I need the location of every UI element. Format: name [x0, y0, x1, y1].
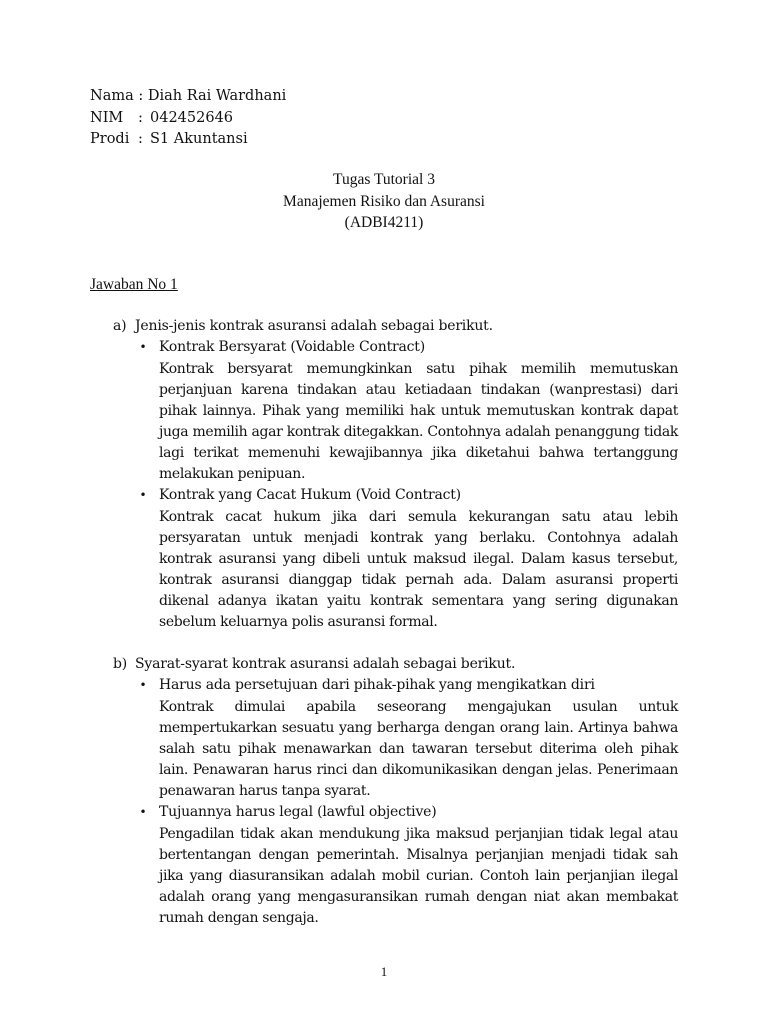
section-a-marker: a)	[113, 318, 127, 334]
name-value: Diah Rai Wardhani	[147, 88, 287, 104]
identity-name-row	[90, 86, 286, 108]
answer-heading: Jawaban No 1	[90, 276, 178, 293]
page-number: 1	[380, 964, 388, 979]
name-separator: :	[138, 88, 144, 104]
item-heading: Kontrak Bersyarat (Voidable Contract)	[159, 339, 425, 355]
identity-nim-row	[90, 108, 286, 130]
section-a-title-line	[113, 316, 678, 337]
section-b-title: Syarat-syarat kontrak asuransi adalah sebagai berikut.	[135, 656, 516, 672]
document-title	[0, 169, 768, 234]
item-heading: Kontrak yang Cacat Hukum (Void Contract)	[159, 487, 461, 503]
section-b-title-line	[113, 654, 678, 675]
nim-value: 042452646	[150, 109, 234, 126]
bullet-icon: •	[139, 805, 147, 819]
item-heading: Harus ada persetujuan dari pihak-pihak yang mengikatkan diri	[159, 677, 595, 693]
item-body: Kontrak cacat hukum jika dari semula kekurangan satu atau lebih persyaratan untuk menjadi kontrak yang berlaku. Contohnya adalah kontrak asuransi yang dibeli untuk maksud ilegal. Dalam kasus tersebut, kontrak asuransi dianggap tidak pernah ada. Dalam asuransi properti dikenal adanya ikatan yaitu kontrak sementara yang sering digunakan sebelum keluarnya polis asuransi formal.	[159, 509, 678, 630]
section-b	[113, 654, 678, 929]
section-a	[113, 316, 678, 633]
section-a-item-2	[139, 485, 678, 633]
prodi-label: Prodi	[90, 131, 130, 147]
name-label: Nama	[90, 88, 134, 104]
item-body: Kontrak bersyarat memungkinkan satu pihak memilih memutuskan perjanjuan karena tindakan atau ketiadaan tindakan (wanprestasi) dari pihak lainnya. Pihak yang memiliki hak untuk memutuskan kontrak dapat juga memilih agar kontrak ditegakkan. Contohnya adalah penanggung tidak lagi terikat memenuhi kewajibannya jika diketahui bahwa tertanggung melakukan penipuan.	[159, 361, 678, 482]
item-body: Pengadilan tidak akan mendukung jika maksud perjanjian tidak legal atau bertentangan dengan pemerintah. Misalnya perjanjian menjadi tidak sah jika yang diasuransikan adalah mobil curian. Contoh lain perjanjian ilegal adalah orang yang mengasuransikan rumah dengan niat akan membakat rumah dengan sengaja.	[159, 826, 678, 926]
item-body: Kontrak dimulai apabila seseorang mengajukan usulan untuk mempertukarkan sesuatu yang berharga dengan orang lain. Artinya bahwa salah satu pihak menawarkan dan tawaran tersebut diterima oleh pihak lain. Penawaran harus rinci dan dikomunikasikan dengan jelas. Penerimaan penawaran harus tanpa syarat.	[159, 699, 678, 799]
bullet-icon: •	[139, 488, 147, 502]
nim-separator: :	[138, 109, 143, 126]
section-b-item-2	[139, 802, 678, 929]
student-identity	[90, 86, 286, 151]
prodi-value: S1 Akuntansi	[150, 131, 248, 147]
prodi-separator: :	[138, 131, 143, 147]
section-a-item-1	[139, 337, 678, 485]
title-line-2: Manajemen Risiko dan Asuransi	[283, 192, 485, 210]
title-line-1: Tugas Tutorial 3	[333, 171, 435, 188]
title-line-3: (ADBI4211)	[344, 214, 424, 231]
identity-prodi-row	[90, 129, 286, 151]
bullet-icon: •	[139, 340, 147, 354]
section-b-item-1	[139, 675, 678, 802]
item-heading: Tujuannya harus legal (lawful objective)	[159, 804, 437, 820]
nim-label: NIM	[90, 109, 124, 126]
bullet-icon: •	[139, 678, 147, 692]
section-b-marker: b)	[113, 656, 128, 672]
section-a-title: Jenis-jenis kontrak asuransi adalah sebagai berikut.	[135, 318, 493, 334]
